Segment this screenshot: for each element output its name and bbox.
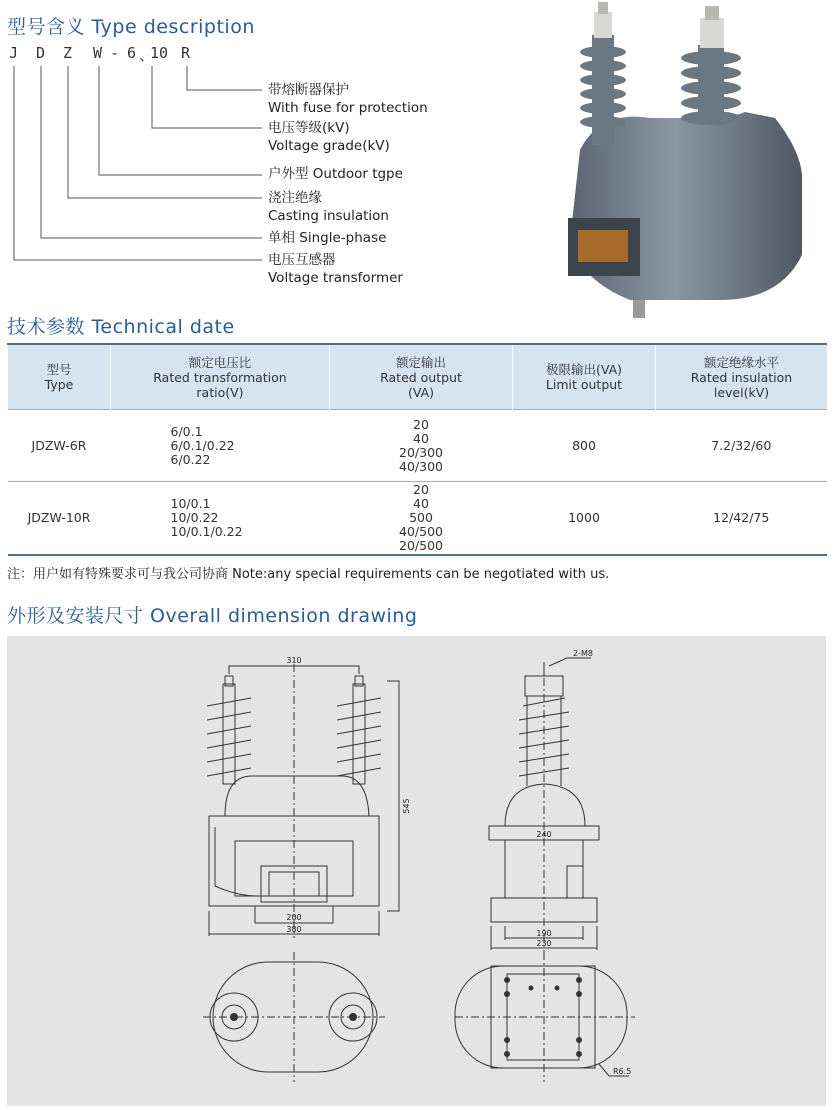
dim-top-width: 310 — [286, 656, 302, 665]
output-value: 20 — [413, 416, 429, 432]
ratio-value: 10/0.22 — [170, 510, 219, 525]
output-value: 20 — [413, 482, 429, 497]
output-value: 40/300 — [399, 458, 443, 474]
output-value: 40/500 — [399, 524, 443, 539]
col-type-en: Type — [44, 377, 74, 392]
technical-data-title: 技术参数 Technical date — [7, 316, 235, 338]
col-type-zh: 型号 — [46, 362, 72, 377]
cell-output — [330, 482, 513, 556]
output-value: 40 — [413, 496, 429, 511]
col-insulation-zh: 额定绝缘水平 — [703, 354, 779, 370]
meaning-voltage-en: Voltage grade(kV) — [268, 138, 390, 154]
dim-side-inner: 190 — [536, 929, 552, 938]
col-output — [330, 344, 513, 410]
dimension-drawing-panel — [7, 636, 826, 1106]
code-10: 10 — [150, 44, 169, 62]
product-photo — [540, 0, 830, 325]
cell-insulation: 12/42/75 — [656, 482, 828, 556]
dim-side-bolt: 2-M8 — [573, 649, 593, 658]
dim-base-inner: 200 — [286, 913, 302, 922]
code-letter-j: J — [9, 44, 19, 62]
col-ratio — [111, 344, 330, 410]
dim-base-outer: 380 — [286, 925, 302, 934]
code-sep: 、 — [139, 46, 155, 64]
cell-ratio — [111, 410, 330, 482]
cell-limit: 800 — [513, 410, 656, 482]
cell-type: JDZW-6R — [8, 410, 111, 482]
col-insulation-en: Rated insulation level(kV) — [690, 369, 793, 400]
meaning-vt-zh: 电压互感器 — [268, 252, 336, 268]
code-letter-z: Z — [63, 44, 73, 62]
special-requirements-note: 注：用户如有特殊要求可与我公司协商 Note:any special requirements can be negotiated with us. — [7, 567, 610, 582]
col-output-en: Rated output (VA) — [380, 369, 462, 400]
cell-limit: 1000 — [513, 482, 656, 556]
meaning-vt-en: Voltage transformer — [268, 270, 403, 286]
col-ratio-zh: 额定电压比 — [188, 354, 252, 370]
output-value: 40 — [413, 430, 429, 446]
meaning-fuse-en: With fuse for protection — [268, 100, 428, 116]
ratio-value: 6/0.1 — [170, 423, 203, 439]
col-limit-zh: 极限输出(VA) — [545, 362, 623, 377]
dimension-drawing — [7, 636, 826, 1106]
type-description-title: 型号含义 Type description — [7, 16, 255, 38]
spec-table-header — [8, 344, 828, 410]
output-value: 20/500 — [399, 538, 443, 553]
col-output-zh: 额定输出 — [395, 354, 446, 370]
dimension-drawing-title: 外形及安装尺寸 Overall dimension drawing — [7, 605, 418, 627]
meaning-fuse-zh: 带熔断器保护 — [268, 82, 349, 98]
cell-output — [330, 410, 513, 482]
ratio-value: 10/0.1/0.22 — [170, 524, 243, 539]
code-letter-w: W — [93, 44, 103, 62]
ratio-value: 6/0.1/0.22 — [170, 437, 235, 453]
meaning-casting-en: Casting insulation — [268, 208, 389, 224]
col-limit — [513, 344, 656, 410]
code-r: R — [181, 44, 191, 62]
meaning-voltage-zh: 电压等级(kV) — [268, 120, 350, 136]
ratio-value: 6/0.22 — [170, 451, 211, 467]
output-value: 500 — [409, 510, 433, 525]
table-row — [8, 410, 828, 482]
cell-insulation: 7.2/32/60 — [656, 410, 828, 482]
cell-ratio — [111, 482, 330, 556]
code-leader-lines — [0, 0, 270, 270]
code-dash: - — [110, 44, 120, 62]
col-limit-en: Limit output — [545, 377, 623, 392]
ratio-value: 10/0.1 — [170, 496, 211, 511]
code-letter-d: D — [36, 44, 46, 62]
col-type — [8, 344, 111, 410]
dim-radius: R6.5 — [613, 1067, 632, 1076]
col-ratio-en: Rated transformation ratio(V) — [153, 369, 287, 400]
dim-height: 545 — [402, 798, 411, 814]
dim-side-mid: 240 — [536, 830, 552, 839]
meaning-casting-zh: 浇注绝缘 — [268, 190, 322, 206]
meaning-outdoor: 户外型 Outdoor tgpe — [268, 166, 403, 182]
output-value: 20/300 — [399, 444, 443, 460]
code-6: 6 — [127, 44, 137, 62]
spec-table — [7, 343, 827, 556]
meaning-single-phase: 单相 Single-phase — [268, 230, 387, 246]
cell-type: JDZW-10R — [8, 482, 111, 556]
col-insulation — [656, 344, 828, 410]
table-row — [8, 482, 828, 556]
dim-side-outer: 230 — [536, 939, 552, 948]
